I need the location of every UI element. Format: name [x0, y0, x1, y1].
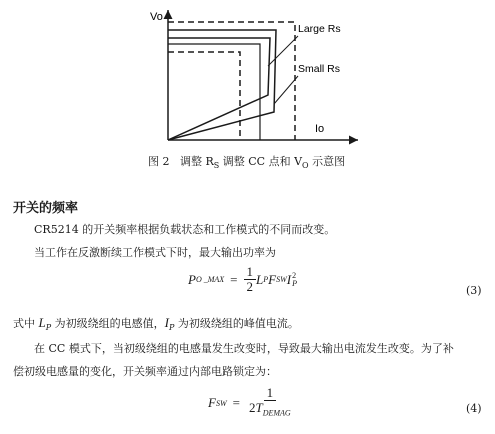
eq4-lhs-sub: SW — [215, 398, 227, 408]
where-lp-sub: P — [45, 323, 52, 333]
caption-sub-s: S — [213, 161, 220, 171]
leader-large-rs — [268, 36, 298, 66]
paragraph-3-line-2: 偿初级电感量的变化，开关频率通过内部电路锁定为： — [13, 365, 277, 378]
caption-text-3: 示意图 — [308, 155, 346, 168]
eq3-lhs-sub: O _MAX — [195, 275, 225, 284]
eq3-denominator: 2 — [246, 279, 254, 294]
label-small-rs: Small Rs — [298, 63, 341, 75]
eq4-denominator — [246, 401, 294, 421]
caption-sub-o: O — [302, 161, 309, 171]
where-ip-var: I — [164, 315, 169, 330]
eq4-lhs-var: F — [208, 395, 216, 411]
where-ip-sub: P — [168, 323, 175, 333]
caption-text-2: 调整 CC 点和 V — [219, 155, 303, 168]
eq3-i-sup: 2 — [292, 270, 297, 280]
y-axis-label: Vo — [150, 11, 163, 23]
paragraph-2: 当工作在反激断续工作模式下时，最大输出功率为 — [34, 246, 276, 259]
caption-prefix: 图 2 — [148, 155, 170, 168]
equation-3 — [188, 265, 297, 294]
eq3-equals: = — [230, 271, 238, 287]
figure-diagram — [140, 0, 370, 150]
where-suffix: 为初级绕组的峰值电流。 — [174, 317, 299, 330]
eq3-i: I — [286, 271, 292, 287]
eq4-den-sub: DEMAG — [262, 408, 291, 418]
eq3-fraction — [244, 265, 257, 294]
eq4-fraction — [246, 386, 294, 421]
dashed-inner-boundary — [168, 52, 240, 140]
eq3-lhs-var: P — [188, 271, 196, 287]
inner-frame — [168, 44, 260, 140]
equation-4-number: (4) — [466, 402, 482, 415]
paragraph-3-line-1: 在 CC 模式下，当初级绕组的电感量发生改变时，导致最大输出电流发生改变。为了补 — [34, 342, 454, 355]
eq3-l: L — [256, 271, 264, 287]
where-line — [13, 316, 299, 335]
equation-4 — [208, 386, 294, 421]
section-heading: 开关的频率 — [13, 201, 79, 216]
eq4-den-prefix: 2 — [248, 400, 256, 415]
where-mid: 为初级绕组的电感值， — [51, 317, 165, 330]
where-prefix: 式中 — [13, 317, 39, 330]
paragraph-1: CR5214 的开关频率根据负载状态和工作模式的不同而改变。 — [34, 223, 336, 236]
eq3-f-sub: SW — [276, 275, 287, 284]
eq3-i-sub: P — [292, 278, 297, 288]
figure-caption — [148, 153, 345, 170]
eq4-numerator: 1 — [264, 386, 277, 401]
eq3-f: F — [268, 271, 277, 287]
x-axis-label: Io — [315, 123, 325, 135]
eq3-numerator: 1 — [244, 265, 257, 280]
eq4-den-var: T — [255, 400, 263, 415]
where-lp-var: L — [38, 315, 46, 330]
eq3-l-sub: P — [263, 275, 269, 284]
eq4-equals: = — [232, 395, 240, 411]
curve-large-rs — [168, 38, 270, 140]
label-large-rs: Large Rs — [298, 23, 341, 35]
caption-text-1: 调整 R — [180, 155, 214, 168]
equation-3-number: (3) — [466, 284, 482, 297]
